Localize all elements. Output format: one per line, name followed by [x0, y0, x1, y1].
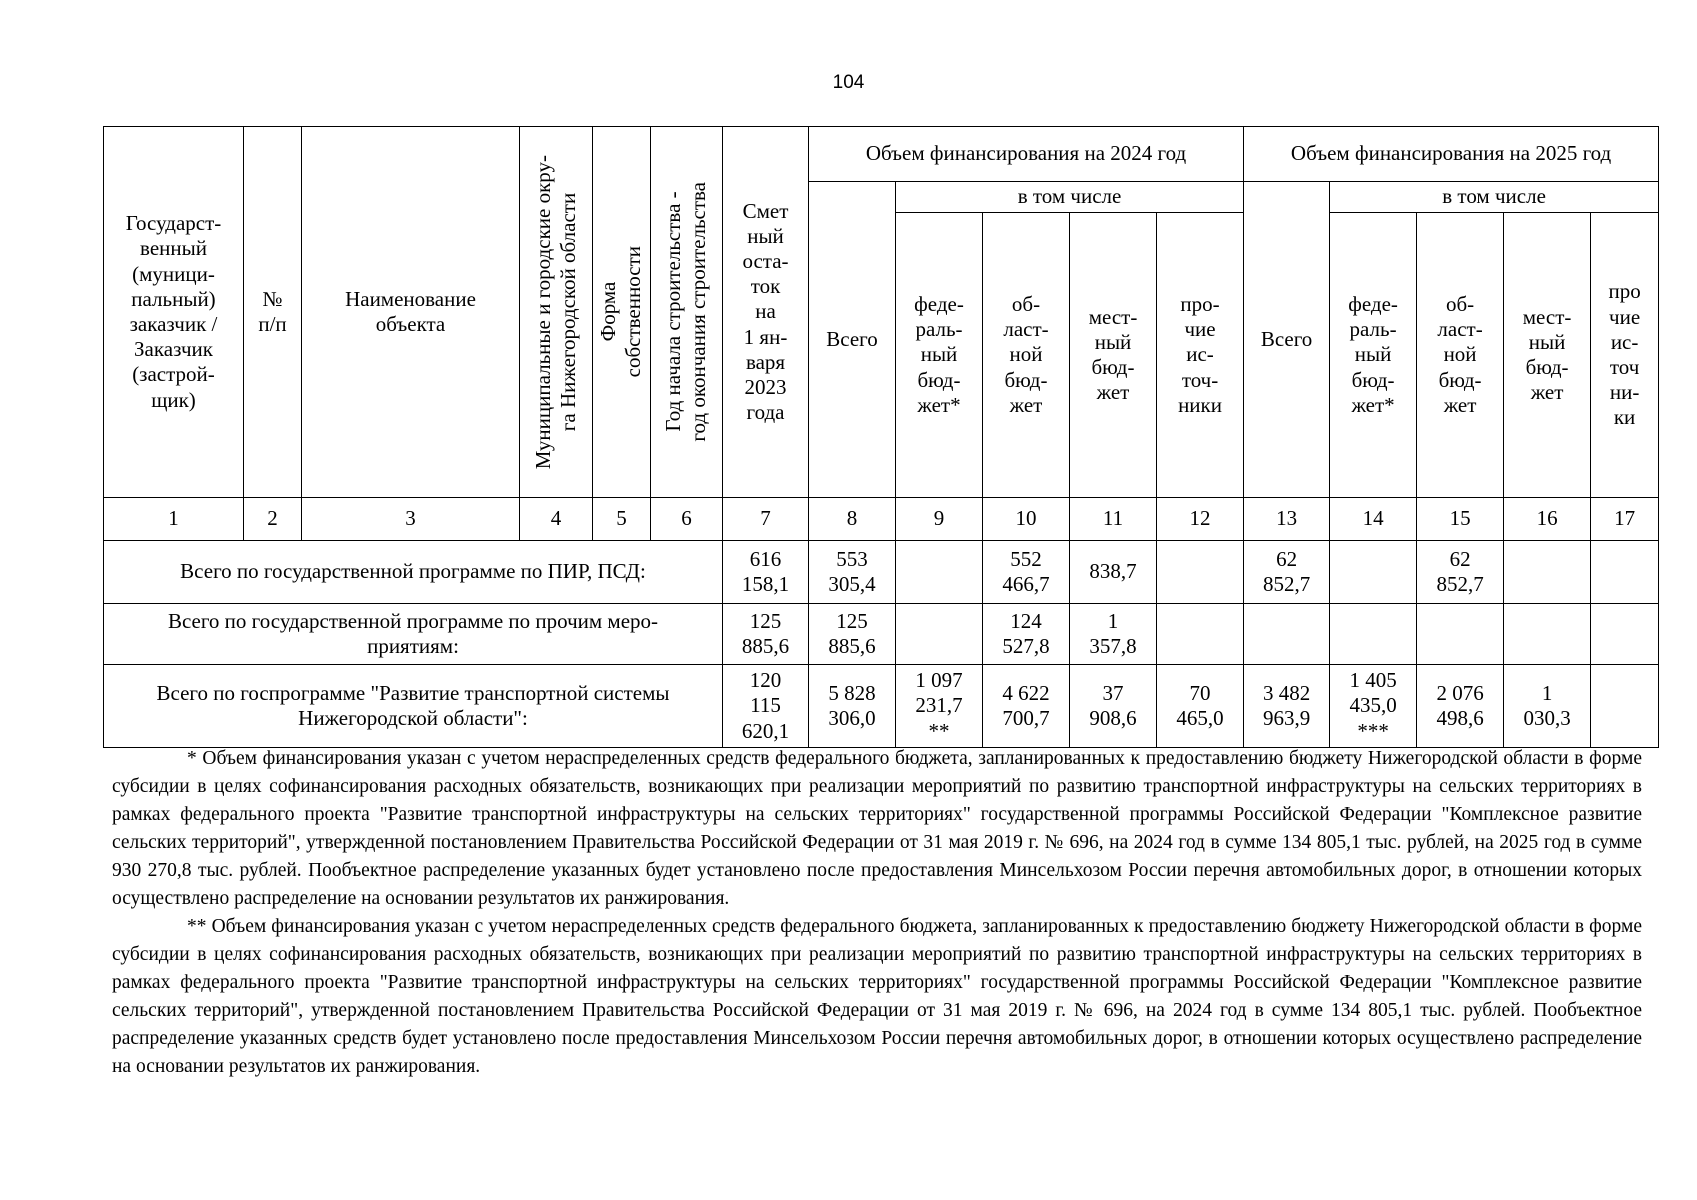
- table-cell: 62 852,7: [1417, 541, 1504, 604]
- table-cell: 120 115 620,1: [723, 665, 809, 748]
- table-cell: [1157, 541, 1244, 604]
- header-years-text: Год начала строительства - год окончания строительства: [661, 182, 711, 442]
- table-cell: 553 305,4: [809, 541, 896, 604]
- column-number: 17: [1591, 498, 1659, 541]
- table-cell: 4 622 700,7: [983, 665, 1070, 748]
- column-number: 7: [723, 498, 809, 541]
- header-regional-2024: об- ласт- ной бюд- жет: [983, 213, 1070, 498]
- table-cell: [1591, 541, 1659, 604]
- header-total-2025: Всего: [1244, 182, 1330, 498]
- table-cell: 552 466,7: [983, 541, 1070, 604]
- table-cell: 1 030,3: [1504, 665, 1591, 748]
- table-cell: [896, 604, 983, 665]
- table-cell: 2 076 498,6: [1417, 665, 1504, 748]
- column-number: 14: [1330, 498, 1417, 541]
- footnote-double-star: ** Объем финансирования указан с учетом нераспределенных средств федерального бюджета, запланированных к предоставлению бюджету Нижегородской области в форме субсидии в целях софинансирования расходных обязательств, возникающих при реализации мероприятий по развитию транспортной инфраструктуры на сельских территориях в рамках федерального проекта "Развитие транспортной инфраструктуры на сельских территориях" государственной программы Российской Федерации "Комплексное развитие сельских территорий", утвержденной постановлением Правительства Российской Федерации от 31 мая 2019 г. № 696, на 2024 год в сумме 134 805,1 тыс. рублей. Пообъектное распределение указанных средств будет установлено после предоставления Минсельхозом России перечня автомобильных дорог, в отношении которых осуществлено распределение на основании результатов их ранжирования.: [112, 916, 1642, 1077]
- header-funding-2025: Объем финансирования на 2025 год: [1244, 127, 1659, 182]
- table-cell: [896, 541, 983, 604]
- table-cell: 838,7: [1070, 541, 1157, 604]
- table-cell: 3 482 963,9: [1244, 665, 1330, 748]
- table-cell: [1591, 604, 1659, 665]
- row-label: Всего по государственной программе по прочим меро- приятиям:: [104, 604, 723, 665]
- header-regional-2025: об- ласт- ной бюд- жет: [1417, 213, 1504, 498]
- table-cell: 70 465,0: [1157, 665, 1244, 748]
- table-cell: [1504, 541, 1591, 604]
- table-cell: 125 885,6: [809, 604, 896, 665]
- header-federal-2025: феде- раль- ный бюд- жет*: [1330, 213, 1417, 498]
- header-customer: Государст- венный (муници- пальный) заказчик / Заказчик (застрой- щик): [104, 127, 244, 498]
- page-number: 104: [832, 72, 865, 93]
- column-number: 15: [1417, 498, 1504, 541]
- header-local-2024: мест- ный бюд- жет: [1070, 213, 1157, 498]
- header-row-top: [104, 127, 1659, 182]
- table-cell: [1244, 604, 1330, 665]
- column-number-row: [104, 498, 1659, 541]
- column-number: 8: [809, 498, 896, 541]
- header-estimate-balance: Смет ный оста- ток на 1 ян- варя 2023 года: [723, 127, 809, 498]
- header-ownership: [593, 127, 651, 498]
- table-cell: 62 852,7: [1244, 541, 1330, 604]
- column-number: 3: [302, 498, 520, 541]
- column-number: 4: [520, 498, 593, 541]
- table-cell: [1330, 541, 1417, 604]
- table-cell: [1330, 604, 1417, 665]
- column-number: 9: [896, 498, 983, 541]
- table-cell: [1417, 604, 1504, 665]
- table-cell: 616 158,1: [723, 541, 809, 604]
- column-number: 5: [593, 498, 651, 541]
- header-including-2024: в том числе: [896, 182, 1244, 213]
- table-cell: 125 885,6: [723, 604, 809, 665]
- column-number: 10: [983, 498, 1070, 541]
- header-municipality-text: Муниципальные и городские окру- га Нижегородской области: [530, 154, 580, 470]
- column-number: 1: [104, 498, 244, 541]
- header-federal-2024: феде- раль- ный бюд- жет*: [896, 213, 983, 498]
- row-label: Всего по госпрограмме "Развитие транспортной системы Нижегородской области":: [104, 665, 723, 748]
- column-number: 12: [1157, 498, 1244, 541]
- table-cell: 1 097 231,7 **: [896, 665, 983, 748]
- footnote-single-star: * Объем финансирования указан с учетом нераспределенных средств федерального бюджета, запланированных к предоставлению бюджету Нижегородской области в форме субсидии в целях софинансирования расходных обязательств, возникающих при реализации мероприятий по развитию транспортной инфраструктуры на сельских территориях в рамках федерального проекта "Развитие транспортной инфраструктуры на сельских территориях" государственной программы Российской Федерации "Комплексное развитие сельских территорий", утвержденной постановлением Правительства Российской Федерации от 31 мая 2019 г. № 696, на 2024 год в сумме 134 805,1 тыс. рублей, на 2025 год в сумме 930 270,8 тыс. рублей. Пообъектное распределение указанных будет установлено после предоставления Минсельхозом России перечня автомобильных дорог, в отношении которых осуществлено распределение на основании результатов их ранжирования.: [112, 748, 1642, 909]
- header-ownership-text: Форма собственности: [596, 246, 646, 378]
- header-years: [651, 127, 723, 498]
- column-number: 11: [1070, 498, 1157, 541]
- table-cell: 1 405 435,0 ***: [1330, 665, 1417, 748]
- column-number: 16: [1504, 498, 1591, 541]
- header-local-2025: мест- ный бюд- жет: [1504, 213, 1591, 498]
- header-funding-2024: Объем финансирования на 2024 год: [809, 127, 1244, 182]
- table-cell: 5 828 306,0: [809, 665, 896, 748]
- table-row-program-total: [104, 665, 1659, 748]
- header-object-name: Наименование объекта: [302, 127, 520, 498]
- table-cell: [1591, 665, 1659, 748]
- column-number: 13: [1244, 498, 1330, 541]
- column-number: 6: [651, 498, 723, 541]
- table-cell: [1157, 604, 1244, 665]
- table-row-other-activities: [104, 604, 1659, 665]
- table-cell: 124 527,8: [983, 604, 1070, 665]
- header-including-2025: в том числе: [1330, 182, 1659, 213]
- header-other-2025: про чие ис- точ ни- ки: [1591, 213, 1659, 498]
- financing-table: [103, 126, 1659, 748]
- table-cell: 37 908,6: [1070, 665, 1157, 748]
- header-other-2024: про- чие ис- точ- ники: [1157, 213, 1244, 498]
- header-total-2024: Всего: [809, 182, 896, 498]
- header-num: № п/п: [244, 127, 302, 498]
- row-label: Всего по государственной программе по ПИР, ПСД:: [104, 541, 723, 604]
- footnotes: [112, 745, 1642, 1081]
- header-municipality: [520, 127, 593, 498]
- table-cell: 1 357,8: [1070, 604, 1157, 665]
- table-cell: [1504, 604, 1591, 665]
- column-number: 2: [244, 498, 302, 541]
- table-row-pir-psd: [104, 541, 1659, 604]
